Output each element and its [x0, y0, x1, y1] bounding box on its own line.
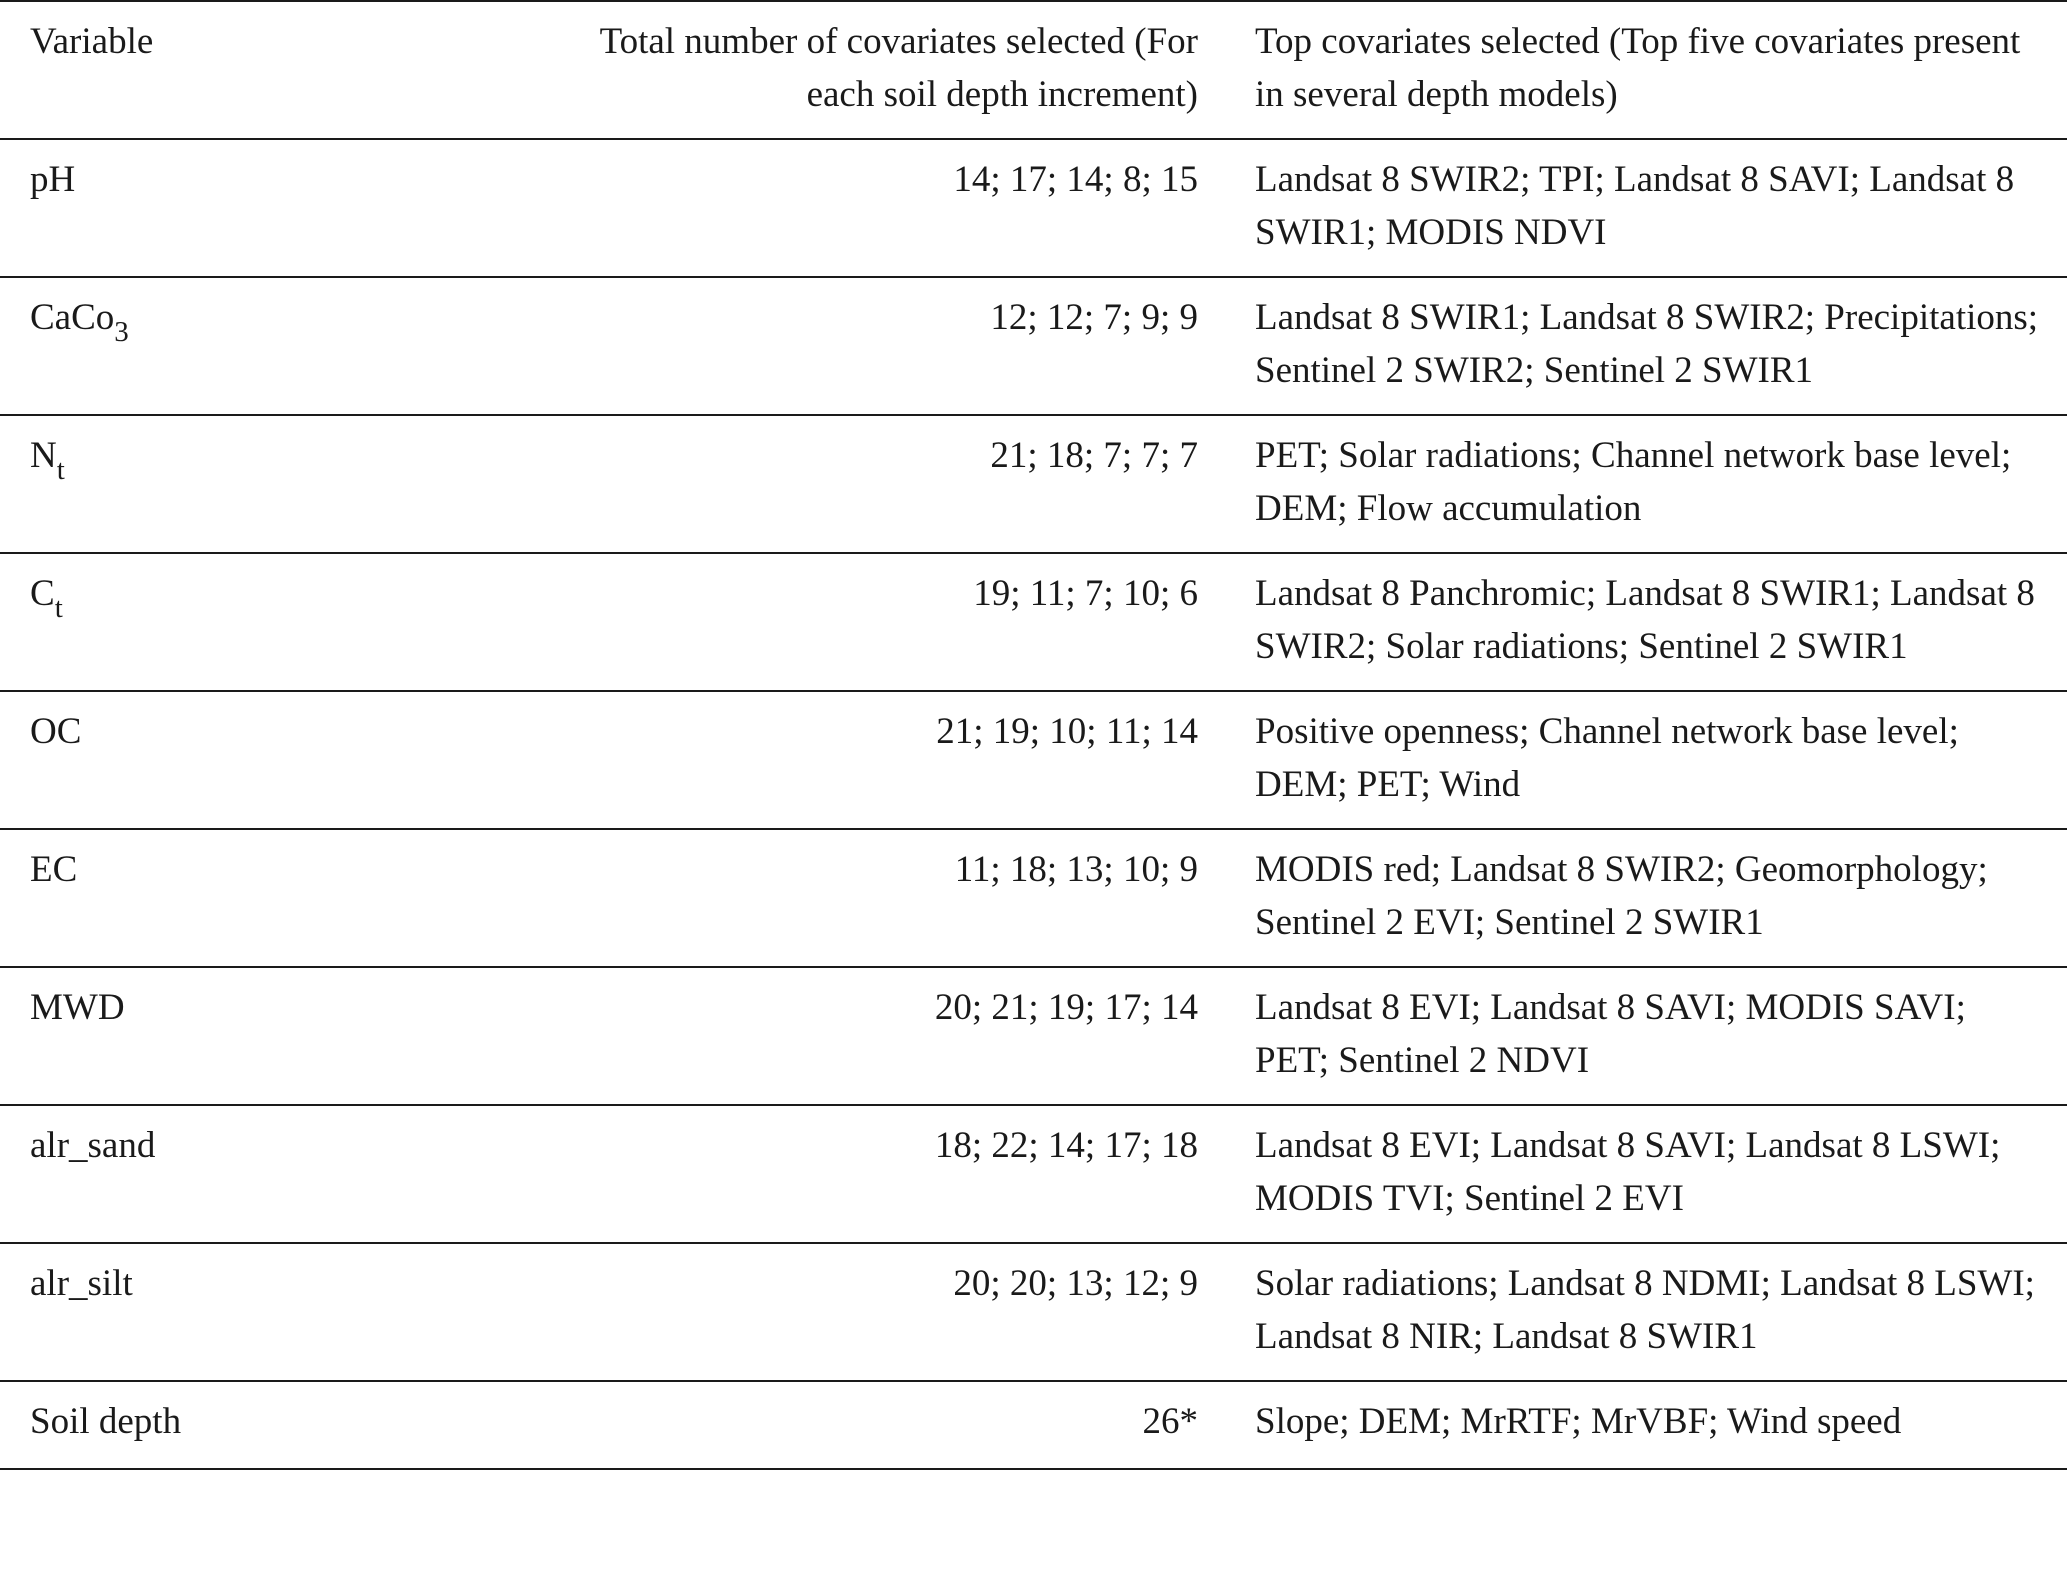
cell-total-covariates: 12; 12; 7; 9; 9: [990, 297, 1198, 338]
top-covariates-text: Landsat 8 EVI; Landsat 8 SAVI; MODIS SAVI; PET; Sentinel 2 NDVI: [1255, 987, 1966, 1081]
top-covariates-text: MODIS red; Landsat 8 SWIR2; Geomorphology; Sentinel 2 EVI; Sentinel 2 SWIR1: [1255, 849, 1988, 943]
cell-top-covariates: [1198, 553, 2067, 691]
cell-top-covariates: [1198, 829, 2067, 967]
top-covariates-text: Landsat 8 EVI; Landsat 8 SAVI; Landsat 8 LSWI; MODIS TVI; Sentinel 2 EVI: [1255, 1125, 2001, 1219]
cell-variable: [0, 1381, 590, 1469]
variable-subscript: t: [54, 592, 63, 624]
header-row: [0, 1, 2067, 139]
variable-name: CaCo: [30, 297, 115, 338]
table-row: [0, 553, 2067, 691]
table-row: [0, 1105, 2067, 1243]
cell-top-covariates: [1198, 691, 2067, 829]
cell-top-covariates: [1198, 1243, 2067, 1381]
header-total-text: Total number of covariates selected (For each soil depth increment): [599, 21, 1198, 115]
table-row: [0, 829, 2067, 967]
cell-total-covariates: 21; 18; 7; 7; 7: [990, 435, 1198, 476]
table-row: [0, 139, 2067, 277]
table-row: [0, 277, 2067, 415]
cell-total-covariates: 11; 18; 13; 10; 9: [954, 849, 1198, 890]
top-covariates-text: Landsat 8 SWIR1; Landsat 8 SWIR2; Precipitations; Sentinel 2 SWIR2; Sentinel 2 SWIR1: [1255, 297, 2039, 391]
cell-variable: [0, 553, 590, 691]
variable-name: Soil depth: [30, 1401, 182, 1442]
cell-total-covariates: 20; 21; 19; 17; 14: [934, 987, 1198, 1028]
top-covariates-text: Positive openness; Channel network base level; DEM; PET; Wind: [1255, 711, 1959, 805]
variable-name: alr_sand: [30, 1125, 156, 1166]
top-covariates-text: Solar radiations; Landsat 8 NDMI; Landsat 8 LSWI; Landsat 8 NIR; Landsat 8 SWIR1: [1255, 1263, 2035, 1357]
cell-top-covariates: [1198, 967, 2067, 1105]
header-top-covariates: [1198, 1, 2067, 139]
table-header: [0, 1, 2067, 139]
cell-total-covariates: 14; 17; 14; 8; 15: [953, 159, 1198, 200]
cell-total-covariates: 21; 19; 10; 11; 14: [936, 711, 1198, 752]
variable-name: pH: [30, 159, 76, 200]
cell-total-covariates: 18; 22; 14; 17; 18: [934, 1125, 1198, 1166]
cell-variable: [0, 691, 590, 829]
cell-top-covariates: [1198, 139, 2067, 277]
table-row: [0, 691, 2067, 829]
top-covariates-text: Landsat 8 SWIR2; TPI; Landsat 8 SAVI; Landsat 8 SWIR1; MODIS NDVI: [1255, 159, 2015, 253]
variable-name: MWD: [30, 987, 125, 1028]
cell-total-covariates: 19; 11; 7; 10; 6: [973, 573, 1198, 614]
variable-subscript: t: [56, 454, 65, 486]
cell-variable: [0, 829, 590, 967]
table-row: [0, 415, 2067, 553]
cell-top-covariates: [1198, 1105, 2067, 1243]
cell-variable: [0, 415, 590, 553]
header-top-text: Top covariates selected (Top five covariates present in several depth models): [1255, 21, 2021, 115]
variable-name: OC: [30, 711, 82, 752]
cell-variable: [0, 1243, 590, 1381]
variable-subscript: 3: [114, 316, 129, 348]
cell-top-covariates: [1198, 415, 2067, 553]
top-covariates-text: Landsat 8 Panchromic; Landsat 8 SWIR1; Landsat 8 SWIR2; Solar radiations; Sentinel 2 SWIR1: [1255, 573, 2035, 667]
cell-total-covariates: 26*: [1142, 1401, 1198, 1442]
cell-top-covariates: [1198, 1381, 2067, 1469]
cell-variable: [0, 967, 590, 1105]
cell-top-covariates: [1198, 277, 2067, 415]
top-covariates-text: Slope; DEM; MrRTF; MrVBF; Wind speed: [1255, 1401, 1902, 1442]
cell-variable: [0, 277, 590, 415]
table-row: [0, 1381, 2067, 1469]
header-variable: Variable: [30, 21, 154, 62]
table-row: [0, 1243, 2067, 1381]
cell-variable: [0, 139, 590, 277]
cell-variable: [0, 1105, 590, 1243]
cell-total-covariates: 20; 20; 13; 12; 9: [953, 1263, 1198, 1304]
table-row: [0, 967, 2067, 1105]
variable-name: EC: [30, 849, 78, 890]
top-covariates-text: PET; Solar radiations; Channel network base level; DEM; Flow accumulation: [1255, 435, 2012, 529]
variable-name: alr_silt: [30, 1263, 133, 1304]
variable-name: N: [30, 435, 57, 476]
variable-name: C: [30, 573, 55, 614]
header-total-covariates: [590, 1, 1198, 139]
table-body: [0, 139, 2067, 1469]
